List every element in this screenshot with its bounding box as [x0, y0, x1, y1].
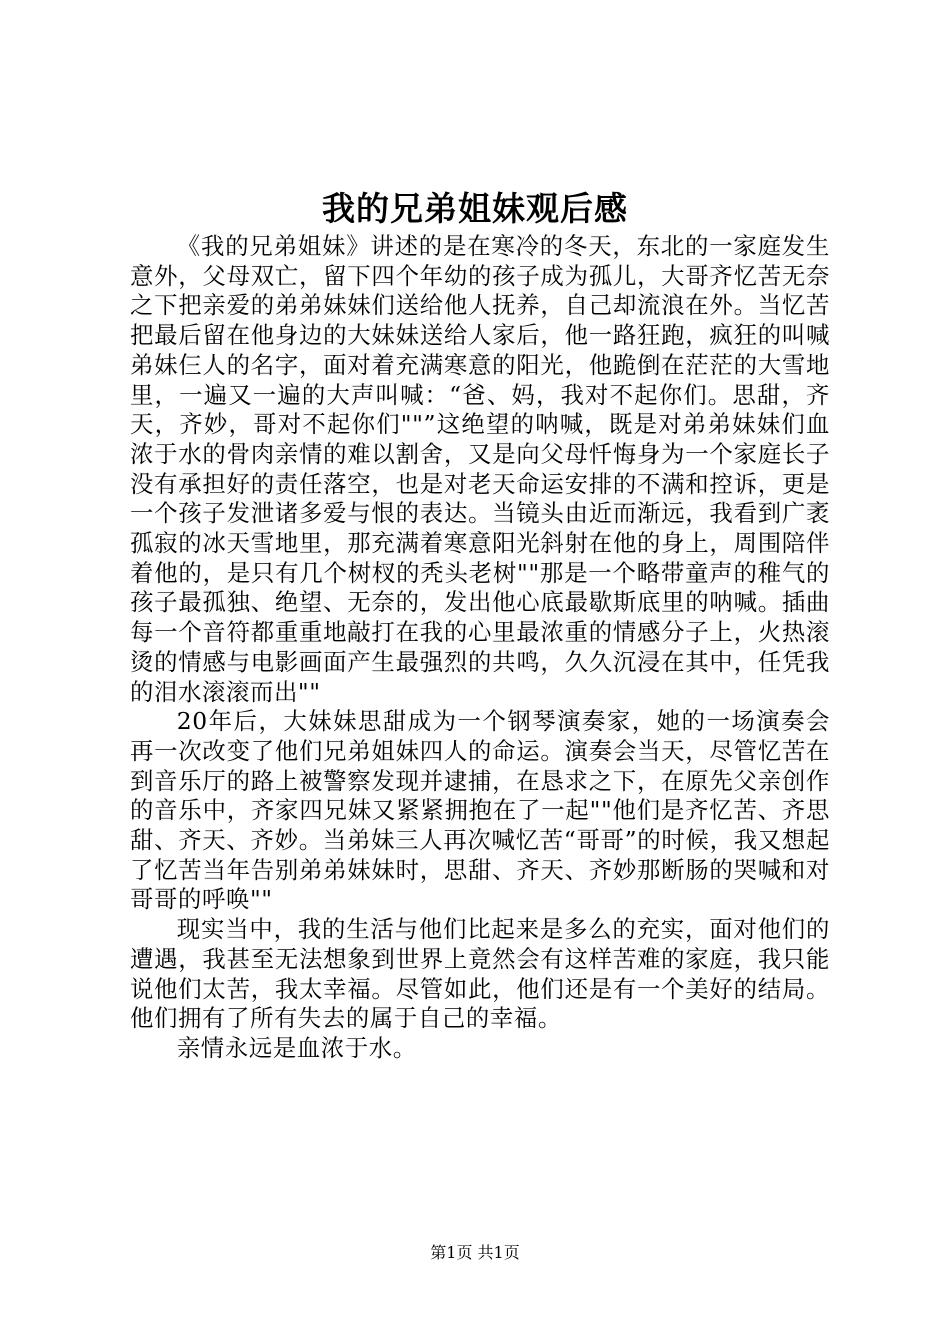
paragraph-1: 《我的兄弟姐妹》讲述的是在寒冷的冬天，东北的一家庭发生意外，父母双亡，留下四个年幼的孩子成为孤儿，大哥齐忆苦无奈之下把亲爱的弟弟妹妹们送给他人抚养，自己却流浪在外。当忆苦把最后留在他身边的大妹妹送给人家后，他一路狂跑，疯狂的叫喊弟妹仨人的名字，面对着充满寒意的阳光，他跪倒在茫茫的大雪地里，一遍又一遍的大声叫喊：“爸、妈，我对不起你们。思甜，齐天，齐妙，哥对不起你们""”这绝望的呐喊，既是对弟弟妹妹们血浓于水的骨肉亲情的难以割舍，又是向父母忏悔身为一个家庭长子没有承担好的责任落空，也是对老天命运安排的不满和控诉，更是一个孩子发泄诸多爱与恨的表达。当镜头由近而渐远，我看到广袤孤寂的冰天雪地里，那充满着寒意阳光斜射在他的身上，周围陪伴着他的，是只有几个树杈的秃头老树""那是一个略带童声的稚气的孩子最孤独、绝望、无奈的，发出他心底最歇斯底里的呐喊。插曲每一个音符都重重地敲打在我的心里最浓重的情感分子上，火热滚烫的情感与电影画面产生最强烈的共鸣，久久沉浸在其中，任凭我的泪水滚滚而出""	[130, 232, 830, 706]
document-title: 我的兄弟姐妹观后感	[322, 189, 628, 228]
paragraph-4: 亲情永远是血浓于水。	[176, 1033, 417, 1062]
paragraph-2: 20年后，大妹妹思甜成为一个钢琴演奏家，她的一场演奏会再一次改变了他们兄弟姐妹四人的命运。演奏会当天，尽管忆苦在到音乐厅的路上被警察发现并逮捕，在恳求之下，在原先父亲创作的音乐中，齐家四兄妹又紧紧拥抱在了一起""他们是齐忆苦、齐思甜、齐天、齐妙。当弟妹三人再次喊忆苦“哥哥”的时候，我又想起了忆苦当年告别弟弟妹妹时，思甜、齐天、齐妙那断肠的哭喊和对哥哥的呼唤""	[130, 707, 830, 914]
page-number-footer: 第1页 共1页	[430, 1243, 520, 1262]
paragraph-3: 现实当中，我的生活与他们比起来是多么的充实，面对他们的遭遇，我甚至无法想象到世界上竟然会有这样苦难的家庭，我只能说他们太苦，我太幸福。尽管如此，他们还是有一个美好的结局。他们拥有了所有失去的属于自己的幸福。	[130, 915, 830, 1033]
document-body	[130, 232, 830, 1064]
